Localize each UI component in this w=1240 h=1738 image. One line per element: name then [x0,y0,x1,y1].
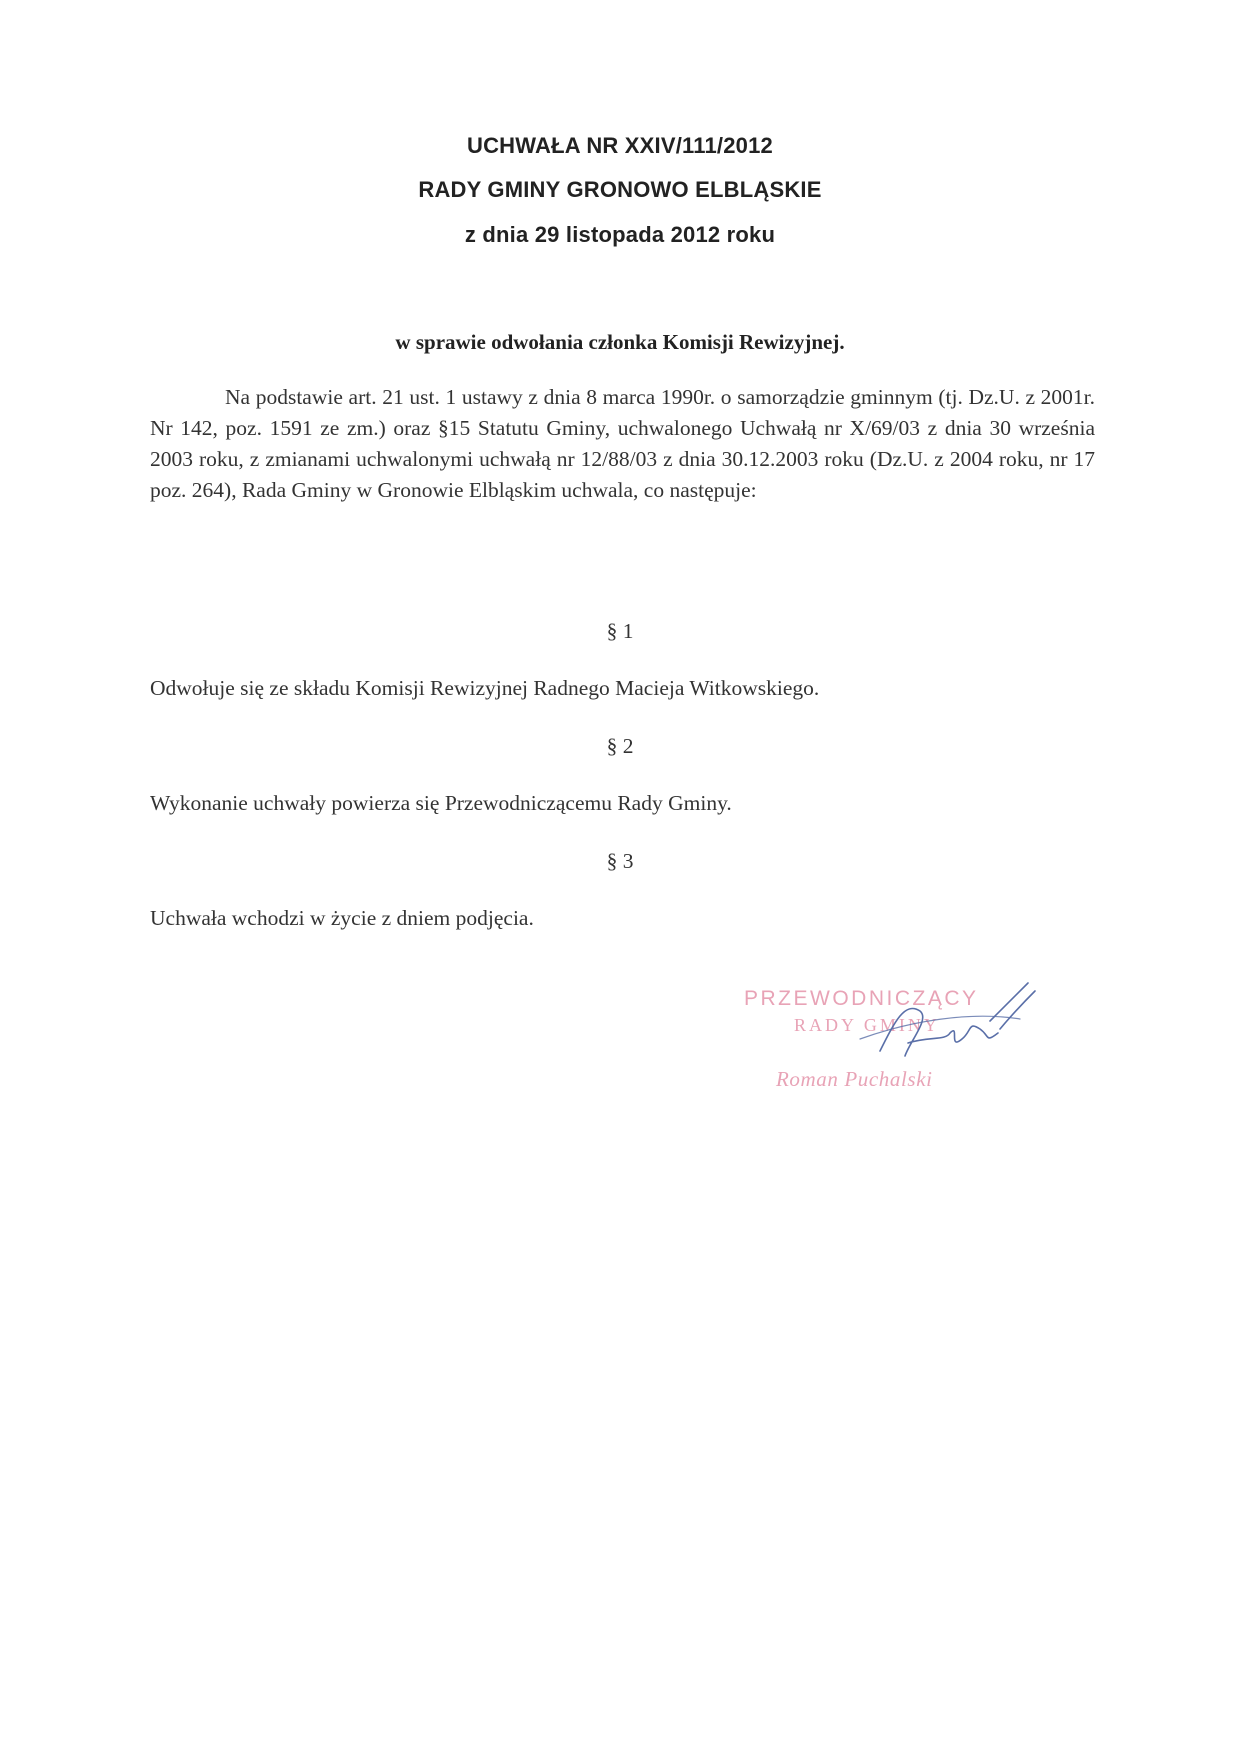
section-2-text: Wykonanie uchwały powierza się Przewodniczącemu Rady Gminy. [150,791,732,815]
section-2-sign: § 2 [606,734,634,758]
section-1-sign: § 1 [606,619,634,643]
stamp-name: Roman Puchalski [776,1067,933,1091]
handwritten-signature [850,981,1050,1081]
section-3-sign: § 3 [606,849,634,873]
council-name: RADY GMINY GRONOWO ELBLĄSKIE [418,177,822,202]
resolution-number: UCHWAŁA NR XXIV/111/2012 [467,133,773,158]
resolution-date: z dnia 29 listopada 2012 roku [464,222,776,247]
resolution-subject: w sprawie odwołania członka Komisji Rewizyjnej. [395,330,845,354]
stamp-council: RADY GMINY [794,1015,940,1035]
chairman-stamp [700,975,1060,1105]
section-3-text: Uchwała wchodzi w życie z dniem podjęcia. [150,906,534,930]
legal-basis-paragraph: Na podstawie art. 21 ust. 1 ustawy z dnia 8 marca 1990r. o samorządzie gminnym (tj. Dz.U. z 2001r. Nr 142, poz. 1591 ze zm.) oraz §15 Statutu Gminy, uchwalonego Uchwałą nr X/69/03 z dnia 30 września 2003 roku, z zmianami uchwalonymi uchwałą nr 12/88/03 z dnia 30.12.2003 roku (Dz.U. z 2004 roku, nr 17 poz. 264), Rada Gminy w Gronowie Elbląskim uchwala, co następuje: [150,385,1095,502]
stamp-title: PRZEWODNICZĄCY [744,987,979,1010]
section-1-text: Odwołuje się ze składu Komisji Rewizyjnej Radnego Macieja Witkowskiego. [150,676,820,700]
